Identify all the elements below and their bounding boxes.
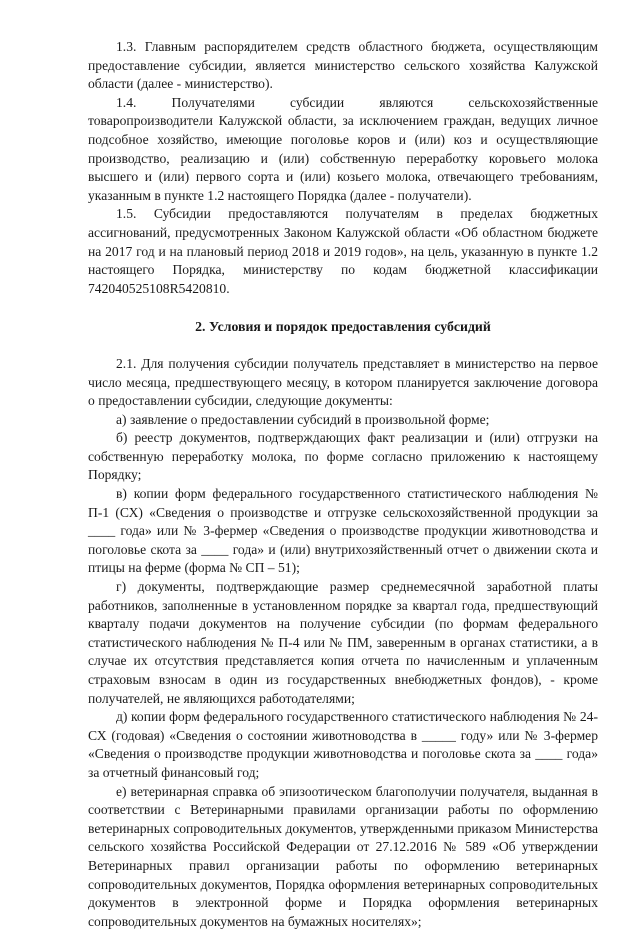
list-item-e: е) ветеринарная справка об эпизоотическом благополучии получателя, выданная в соответствии с Ветеринарными правилами организации работы по оформлению ветеринарных сопроводительных документов, утвержденными приказом Министерства сельского хозяйства Российской Федерации от 27.12.2016 № 589 «Об утверждении Ветеринарных правил организации работы по оформлению ветеринарных сопроводительных документов, Порядка оформления ветеринарных сопроводительных документов в электронной форме и Порядка оформления ветеринарных сопроводительных документов на бумажных носителях»;: [88, 783, 598, 929]
list-item-d: д) копии форм федерального государственного статистического наблюдения № 24-СХ (годовая) «Сведения о состоянии животноводства в _____ году» или № 3-фермер «Сведения о производстве продукции животноводства и поголовье скота за ____ года» за отчетный финансовый год;: [88, 709, 598, 780]
paragraph-2-1: 2.1. Для получения субсидии получатель представляет в министерство на первое число месяца, предшествующего месяцу, в котором планируется заключение договора о предоставлении субсидии, следующие документы:: [88, 355, 598, 409]
paragraph-1-5: 1.5. Субсидии предоставляются получателям в пределах бюджетных ассигнований, предусмотренных Законом Калужской области «Об областном бюджете на 2017 год и на плановый период 2018 и 2019 годов», на цель, указанную в пункте 1.2 настоящего Порядка, министерству по кодам бюджетной классификации 742040525108R5420810.: [88, 206, 598, 296]
list-item-v: в) копии форм федерального государственного статистического наблюдения № П-1 (СХ) «Сведения о производстве и отгрузке сельскохозяйственной продукции за ____ года» или № 3-фермер «Сведения о производстве продукции животноводства и поголовье скота за ____ года» и (или) внутрихозяйственный отчет о движении скота и птицы на ферме (форма № СП – 51);: [88, 486, 598, 576]
list-item-b: б) реестр документов, подтверждающих факт реализации и (или) отгрузки на собственную переработку молока, по форме согласно приложению к настоящему Порядку;: [88, 430, 598, 483]
list-item-g: г) документы, подтверждающие размер среднемесячной заработной платы работников, заполненные в установленном порядке за квартал года, предшествующий кварталу подачи документов на получение субсидии (по формам федерального статистического наблюдения № П-4 или № ПМ, заверенным в органах статистики, а в случае их отсутствия представляется копия отчета по начисленным и уплаченным страховым взносам в один из государственных внебюджетных фондов), - кроме получателей, не являющихся работодателями;: [88, 579, 598, 706]
paragraph-1-3: 1.3. Главным распорядителем средств областного бюджета, осуществляющим предоставление субсидии, является министерство сельского хозяйства Калужской области (далее - министерство).: [88, 39, 598, 92]
section-heading: 2. Условия и порядок предоставления субсидий: [195, 319, 491, 335]
document-page: [88, 38, 598, 931]
list-item-a: а) заявление о предоставлении субсидий в произвольной форме;: [116, 411, 490, 427]
paragraph-1-4: 1.4. Получателями субсидии являются сельскохозяйственные товаропроизводители Калужской области, за исключением граждан, ведущих личное подсобное хозяйство, имеющие поголовье коров и (или) коз и осуществляющие производство, реализацию и (или) собственную переработку коровьего молока высшего и (или) первого сорта и (или) козьего молока, отвечающего требованиям, указанным в пункте 1.2 настоящего Порядка (далее - получатели).: [88, 94, 598, 203]
